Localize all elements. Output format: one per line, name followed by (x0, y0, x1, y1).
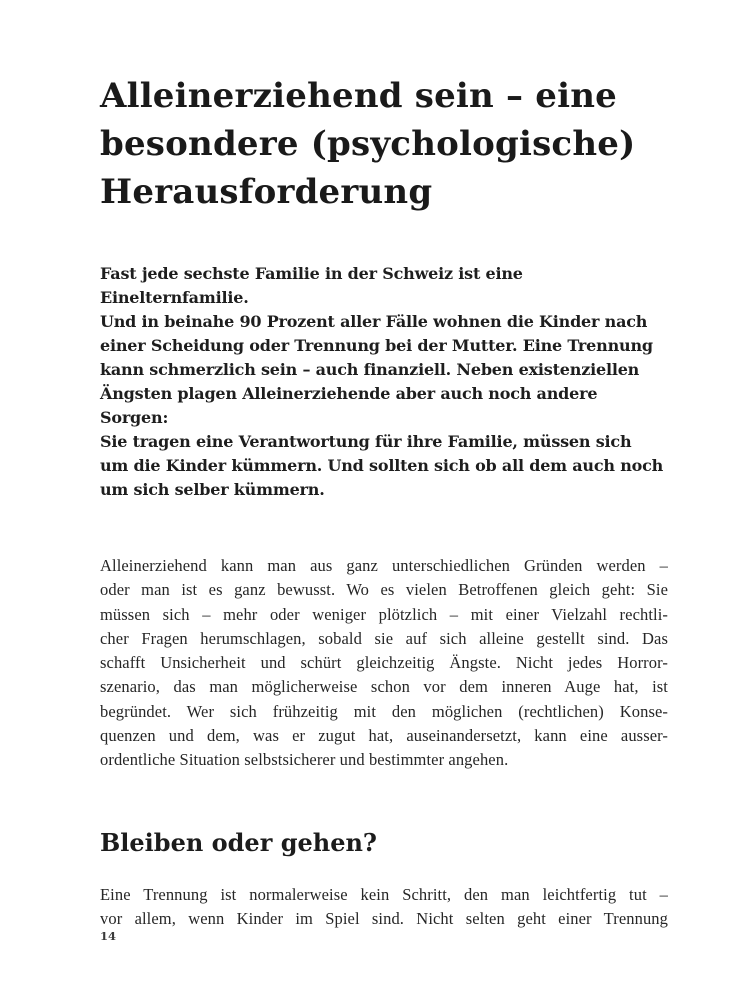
body-line: Alleinerziehend kann man aus ganz unterschiedlichen Gründen werden – (100, 556, 668, 575)
lead-line: um sich selber kümmern. (100, 480, 325, 499)
lead-line: Ängsten plagen Alleinerziehende aber auch noch andere Sorgen: (100, 384, 598, 427)
body-paragraph (100, 883, 668, 932)
lead-line: Fast jede sechste Familie in der Schweiz ist eine Einelternfamilie. (100, 264, 523, 307)
body-line: begründet. Wer sich frühzeitig mit den möglichen (rechtlichen) Konse- (100, 701, 668, 721)
lead-line: kann schmerzlich sein – auch finanziell. Neben existenziellen (100, 360, 640, 379)
chapter-title-line: besondere (psychologische) (100, 124, 636, 164)
body-line: müssen sich – mehr oder weniger plötzlich – mit einer Vielzahl rechtli- (100, 604, 668, 624)
lead-line: Und in beinahe 90 Prozent aller Fälle wohnen die Kinder nach (100, 312, 648, 331)
body-line: oder man ist es ganz bewusst. Wo es vielen Betroffenen gleich geht: Sie (100, 580, 668, 600)
lead-line: einer Scheidung oder Trennung bei der Mutter. Eine Trennung (100, 336, 653, 355)
chapter-title (100, 72, 668, 216)
body-line: cher Fragen herumschlagen, sobald sie auf sich alleine gestellt sind. Das (100, 628, 668, 648)
body-line: vor allem, wenn Kinder im Spiel sind. Nicht selten geht einer Trennung (100, 908, 668, 928)
chapter-title-line: Herausforderung (100, 172, 433, 212)
lead-paragraph (100, 262, 668, 502)
page-number: 14 (100, 929, 117, 943)
body-line: szenario, das man möglicherweise schon vor dem inneren Auge hat, ist (100, 677, 668, 697)
lead-line: Sie tragen eine Verantwortung für ihre Familie, müssen sich (100, 432, 632, 451)
section-heading: Bleiben oder gehen? (100, 827, 377, 857)
body-paragraph (100, 554, 668, 773)
lead-line: um die Kinder kümmern. Und sollten sich ob all dem auch noch (100, 456, 664, 475)
body-line: quenzen und dem, was er zugut hat, auseinandersetzt, kann eine ausser- (100, 726, 668, 746)
body-line: Eine Trennung ist normalerweise kein Schritt, den man leichtfertig tut – (100, 884, 668, 904)
body-line: ordentliche Situation selbstsicherer und bestimmter angehen. (100, 750, 509, 770)
chapter-title-line: Alleinerziehend sein – eine (100, 76, 617, 116)
body-line: schafft Unsicherheit und schürt gleichzeitig Ängste. Nicht jedes Horror- (100, 653, 668, 673)
